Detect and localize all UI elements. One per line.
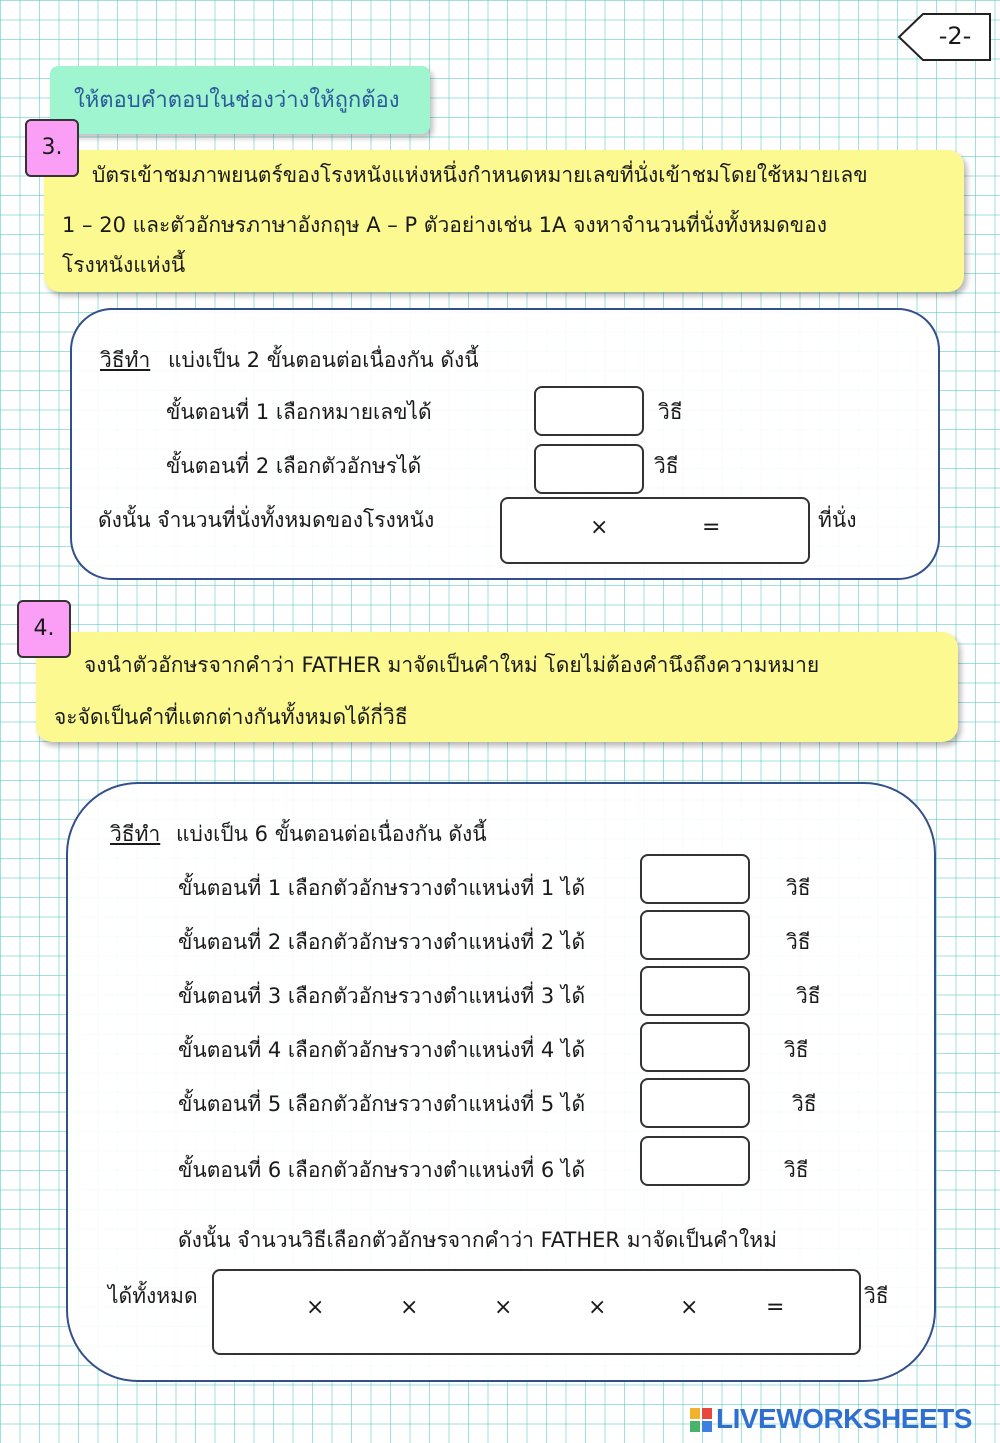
question-3-text-line2: 1 – 20 และตัวอักษรภาษาอังกฤษ A – P ตัวอย่างเช่น 1A จงหาจำนวนที่นั่งทั้งหมดของ xyxy=(62,213,827,237)
q4-step-6-text: ขั้นตอนที่ 6 เลือกตัวอักษรวางตำแหน่งที่ 6 ได้ xyxy=(178,1158,586,1182)
q3-step-1-text: ขั้นตอนที่ 1 เลือกหมายเลขได้ xyxy=(166,400,432,424)
q4-step-4-unit: วิธี xyxy=(784,1038,809,1062)
q4-step-1-answer-box[interactable] xyxy=(640,854,750,904)
q4-step-3-text: ขั้นตอนที่ 3 เลือกตัวอักษรวางตำแหน่งที่ 3 ได้ xyxy=(178,984,586,1008)
liveworksheets-logo-text: LIVEWORKSHEETS xyxy=(716,1403,972,1434)
q4-step-1-text: ขั้นตอนที่ 1 เลือกตัวอักษรวางตำแหน่งที่ 1 ได้ xyxy=(178,876,586,900)
question-3-number: 3. xyxy=(25,119,79,177)
question-3-work-area xyxy=(70,308,940,580)
question-3-text-line3: โรงหนังแห่งนี้ xyxy=(62,253,186,277)
q4-total-answer-box[interactable] xyxy=(212,1269,861,1355)
q3-equals-sign: = xyxy=(702,515,721,540)
q3-work-label: วิธีทำ xyxy=(100,348,151,372)
question-4-box xyxy=(36,632,958,742)
q4-times-sign-3: × xyxy=(494,1295,513,1320)
q4-step-3-answer-box[interactable] xyxy=(640,966,750,1016)
q4-equals-sign: = xyxy=(766,1295,785,1320)
q4-times-sign-1: × xyxy=(306,1295,325,1320)
q3-step-2-answer-box[interactable] xyxy=(534,444,644,494)
liveworksheets-logo-icon xyxy=(690,1408,712,1432)
question-4-text-line2: จะจัดเป็นคำที่แตกต่างกันทั้งหมดได้กี่วิธี xyxy=(54,705,408,729)
q3-work-intro: แบ่งเป็น 2 ขั้นตอนต่อเนื่องกัน ดังนี้ xyxy=(168,348,479,372)
q4-step-3-unit: วิธี xyxy=(796,984,821,1008)
q4-step-4-text: ขั้นตอนที่ 4 เลือกตัวอักษรวางตำแหน่งที่ 4 ได้ xyxy=(178,1038,586,1062)
question-3-box xyxy=(44,150,964,292)
question-4-number: 4. xyxy=(17,600,71,658)
liveworksheets-logo xyxy=(690,1405,990,1435)
q4-step-2-unit: วิธี xyxy=(786,930,811,954)
question-3-text-line1: บัตรเข้าชมภาพยนตร์ของโรงหนังแห่งหนึ่งกำหนดหมายเลขที่นั่งเข้าชมโดยใช้หมายเลข xyxy=(92,163,868,187)
q4-step-5-answer-box[interactable] xyxy=(640,1078,750,1128)
question-4-text-line1: จงนำตัวอักษรจากคำว่า FATHER มาจัดเป็นคำใหม่ โดยไม่ต้องคำนึงถึงความหมาย xyxy=(84,653,820,677)
q4-step-5-text: ขั้นตอนที่ 5 เลือกตัวอักษรวางตำแหน่งที่ 5 ได้ xyxy=(178,1092,586,1116)
q4-step-1-unit: วิธี xyxy=(786,876,811,900)
q3-step-1-unit: วิธี xyxy=(658,400,683,424)
q4-step-6-unit: วิธี xyxy=(784,1158,809,1182)
q4-step-4-answer-box[interactable] xyxy=(640,1022,750,1072)
q3-step-2-text: ขั้นตอนที่ 2 เลือกตัวอักษรได้ xyxy=(166,454,422,478)
instruction-banner: ให้ตอบคำตอบในช่องว่างให้ถูกต้อง xyxy=(50,66,430,134)
page-number: -2- xyxy=(938,22,972,50)
q4-times-sign-5: × xyxy=(680,1295,699,1320)
q4-step-5-unit: วิธี xyxy=(792,1092,817,1116)
q4-times-sign-4: × xyxy=(588,1295,607,1320)
q3-total-answer-box[interactable] xyxy=(500,497,810,564)
q4-times-sign-2: × xyxy=(400,1295,419,1320)
q4-step-2-text: ขั้นตอนที่ 2 เลือกตัวอักษรวางตำแหน่งที่ 2 ได้ xyxy=(178,930,586,954)
page-number-tag xyxy=(897,12,992,62)
q3-step-2-unit: วิธี xyxy=(654,454,679,478)
q3-conclusion-unit: ที่นั่ง xyxy=(818,508,857,532)
q4-step-6-answer-box[interactable] xyxy=(640,1136,750,1186)
q3-times-sign: × xyxy=(590,515,609,540)
q4-conclusion-unit: วิธี xyxy=(864,1284,889,1308)
q3-step-1-answer-box[interactable] xyxy=(534,386,644,436)
q4-step-2-answer-box[interactable] xyxy=(640,910,750,960)
q3-conclusion-text: ดังนั้น จำนวนที่นั่งทั้งหมดของโรงหนัง xyxy=(98,508,435,532)
q4-conclusion-text: ดังนั้น จำนวนวิธีเลือกตัวอักษรจากคำว่า FATHER มาจัดเป็นคำใหม่ xyxy=(178,1228,777,1252)
q4-work-label: วิธีทำ xyxy=(110,822,161,846)
q4-total-label: ได้ทั้งหมด xyxy=(108,1284,198,1308)
q4-work-intro: แบ่งเป็น 6 ขั้นตอนต่อเนื่องกัน ดังนี้ xyxy=(176,822,487,846)
